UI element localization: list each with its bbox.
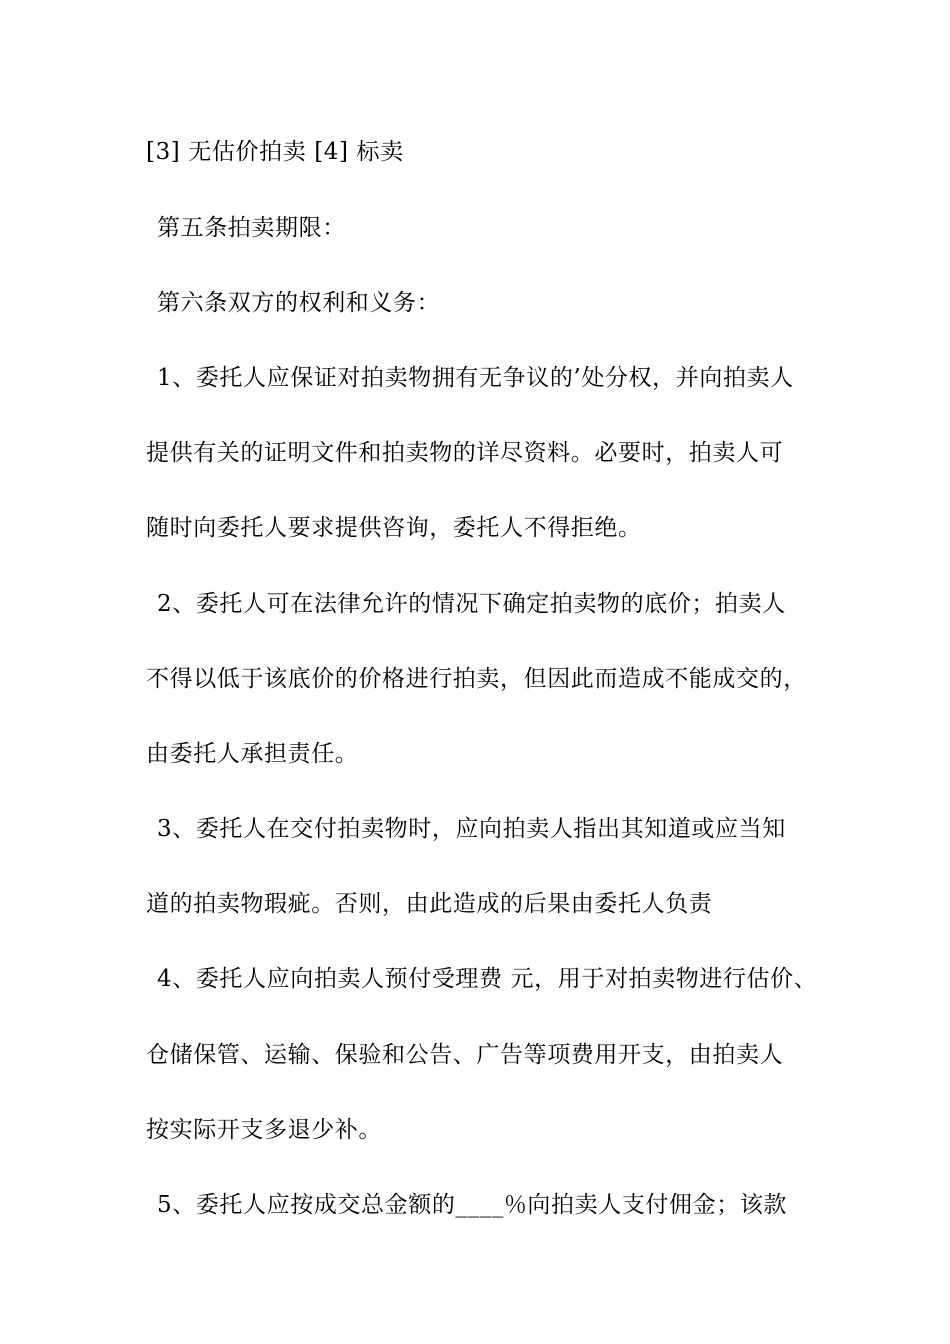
text-line-clause-5a: 5、委托人应按成交总金额的____％向拍卖人支付佣金；该款 [157,1192,788,1218]
text-line-clause-3a: 3、委托人在交付拍卖物时，应向拍卖人指出其知道或应当知 [157,816,786,842]
text-line-clause-4b: 仓储保管、运输、保验和公告、广告等项费用开支，由拍卖人 [146,1042,784,1068]
text-line-clause-1b: 提供有关的证明文件和拍卖物的详尽资料。必要时，拍卖人可 [146,440,784,466]
text-line-clause-2a: 2、委托人可在法律允许的情况下确定拍卖物的底价；拍卖人 [157,591,786,617]
text-line-clause-1c: 随时向委托人要求提供咨询，委托人不得拒绝。 [146,515,642,541]
text-line-clause-4c: 按实际开支多退少补。 [146,1117,382,1143]
text-line-clause-3b: 道的拍卖物瑕疵。否则，由此造成的后果由委托人负责 [146,891,713,917]
text-line-clause-4a: 4、委托人应向拍卖人预付受理费 元，用于对拍卖物进行估价、 [157,966,818,992]
text-line-clause-2b: 不得以低于该底价的价格进行拍卖，但因此而造成不能成交的， [146,666,807,692]
text-line-article-5: 第五条拍卖期限： [157,215,346,241]
text-line-clause-2c: 由委托人承担责任。 [146,741,359,767]
text-line-article-6: 第六条双方的权利和义务： [157,290,441,316]
text-line-auction-types: [3] 无估价拍卖 [4] 标卖 [146,139,404,165]
text-line-clause-1a: 1、委托人应保证对拍卖物拥有无争议的’处分权，并向拍卖人 [157,365,794,391]
